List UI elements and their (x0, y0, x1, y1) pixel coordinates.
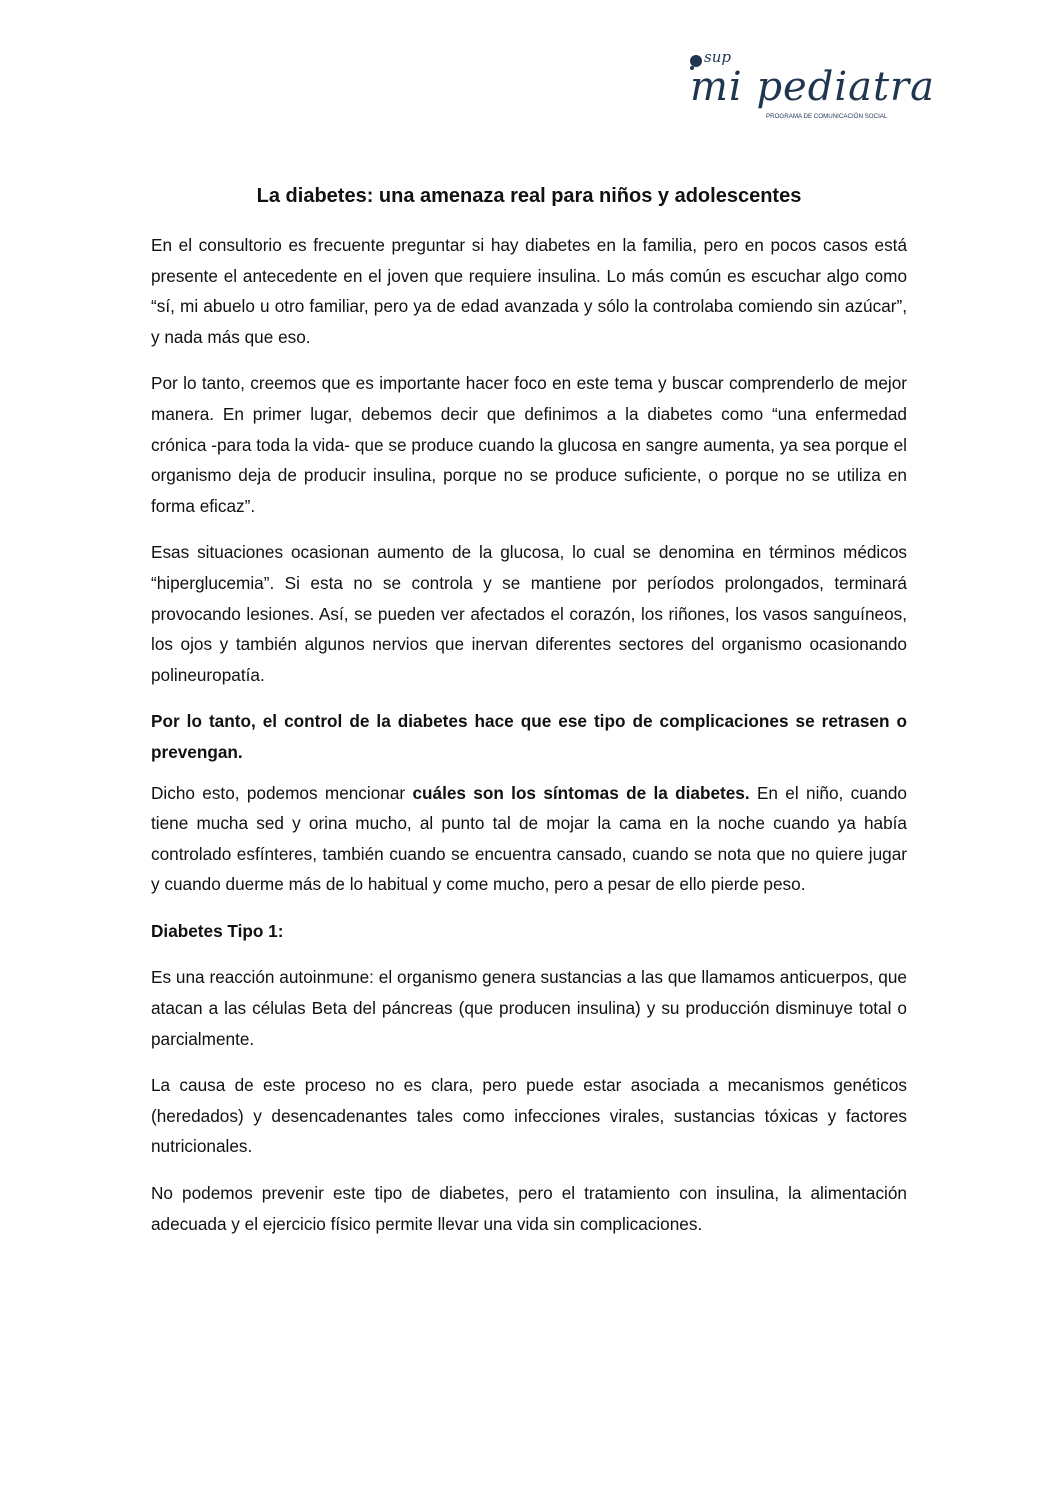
paragraph-autoimmune: Es una reacción autoinmune: el organismo genera sustancias a las que llamamos anticuerpos, que atacan a las células Beta del páncreas (que producen insulina) y su producción disminuye total o parcialmente. (151, 967, 907, 1049)
logo-graphic (688, 40, 936, 122)
paragraph-causes: La causa de este proceso no es clara, pero puede estar asociada a mecanismos genéticos (heredados) y desencadenantes tales como infecciones virales, sustancias tóxicas y factores nutricionales. (151, 1075, 907, 1157)
symptoms-bold-text: cuáles son los síntomas de la diabetes. (412, 782, 750, 803)
paragraph-intro: En el consultorio es frecuente preguntar si hay diabetes en la familia, pero en pocos casos está presente el antecedente en el joven que requiere insulina. Lo más común es escuchar algo como “sí, mi abuelo u otro familiar, pero ya de edad avanzada y sólo la controlaba comiendo sin azúcar”, y nada más que eso. (151, 235, 907, 347)
page-title: La diabetes: una amenaza real para niños y adolescentes (256, 185, 802, 207)
paragraph-prevention: No podemos prevenir este tipo de diabetes, pero el tratamiento con insulina, la alimentación adecuada y el ejercicio físico permite llevar una vida sin complicaciones. (151, 1183, 907, 1234)
article-body (151, 230, 907, 1255)
logo-tagline: PROGRAMA DE COMUNICACIÓN SOCIAL (766, 113, 888, 120)
heading-diabetes-tipo-1 (151, 916, 907, 947)
heading-tipo-1-text: Diabetes Tipo 1: (151, 920, 284, 941)
control-bold-text: Por lo tanto, el control de la diabetes hace que ese tipo de complicaciones se retrasen o prevengan. (151, 711, 907, 762)
paragraph-hyperglycemia: Esas situaciones ocasionan aumento de la glucosa, lo cual se denomina en términos médicos “hiperglucemia”. Si esta no se controla y se mantiene por períodos prolongados, terminará provocando lesiones. Así, se pueden ver afectados el corazón, los riñones, los vasos sanguíneos, los ojos y también algunos nervios que inervan diferentes sectores del organismo ocasionando polineuropatía. (151, 542, 907, 685)
logo-main-text: mi pediatra (690, 64, 936, 110)
logo-small-text: sup (704, 48, 731, 66)
paragraph-symptoms (151, 778, 907, 900)
paragraph-control (151, 706, 907, 767)
symptoms-intro-text: Dicho esto, podemos mencionar (151, 782, 413, 803)
symptoms-detail-text: En el niño, cuando tiene mucha sed y orina mucho, al punto tal de mojar la cama en la noche cuando ya había controlado esfínteres, también cuando se encuentra cansado, cuando se nota que no quiere jugar y cuando duerme más de lo habitual y come mucho, pero a pesar de ello pierde peso. (151, 782, 907, 895)
paragraph-definition: Por lo tanto, creemos que es importante hacer foco en este tema y buscar comprenderlo de mejor manera. En primer lugar, debemos decir que definimos a la diabetes como “una enfermedad crónica -para toda la vida- que se produce cuando la glucosa en sangre aumenta, ya sea porque el organismo deja de producir insulina, porque no se produce suficiente, o porque no se utiliza en forma eficaz”. (151, 373, 907, 516)
mi-pediatra-logo (688, 40, 936, 122)
